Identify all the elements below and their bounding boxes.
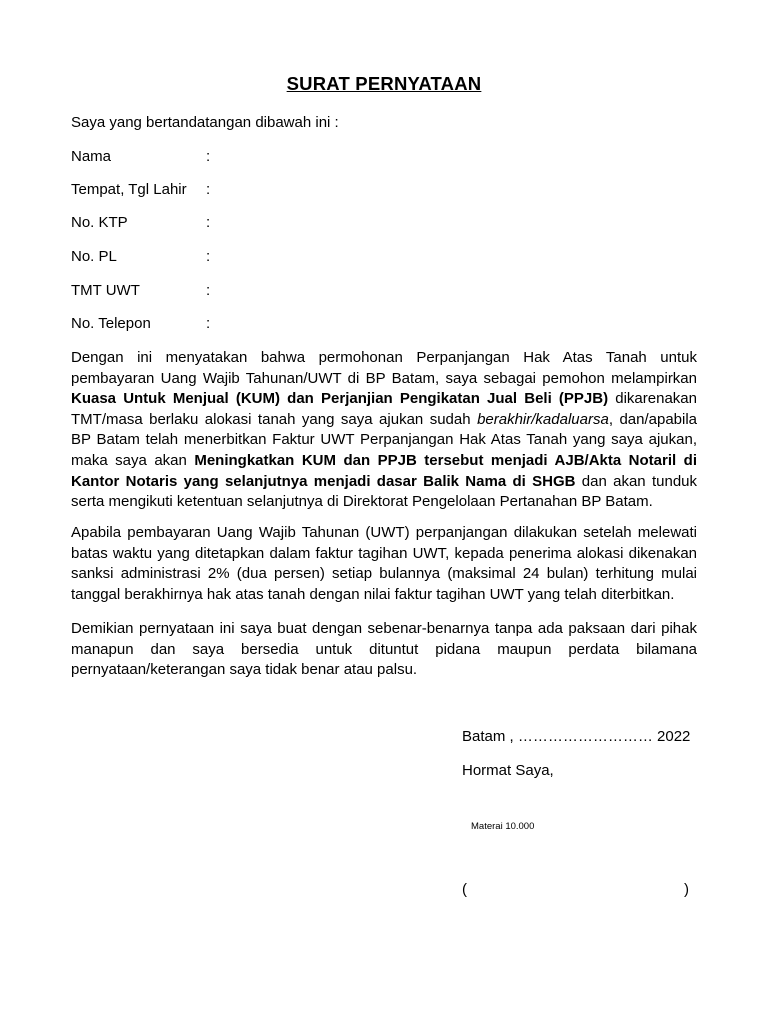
stamp-duty-note: Materai 10.000 (471, 821, 535, 832)
statement-paragraph-2: Apabila pembayaran Uang Wajib Tahunan (UWT) perpanjangan dilakukan setelah melewati batas waktu yang ditetapkan dalam faktur tagihan UWT, kepada penerima alokasi dikenakan sanksi administrasi 2% (dua persen) setiap bulannya (maksimal 24 bulan) terhitung mulai tanggal berakhirnya hak atas tanah dengan nilai faktur tagihan UWT yang telah diterbitkan. (71, 524, 697, 603)
field-nama (71, 148, 371, 168)
field-tempat-tgl-lahir (71, 181, 371, 201)
paragraph-text: dan akan tunduk serta mengikuti ketentuan selanjutnya di Direktorat Pengelolaan Pertanahan BP Batam. (71, 472, 697, 511)
signature-bracket-close: ) (684, 881, 689, 898)
paragraph-text: Dengan ini menyatakan bahwa permohonan Perpanjangan Hak Atas Tanah untuk pembayaran Uang Wajib Tahunan/UWT di BP Batam, saya sebagai pemohon melampirkan (71, 349, 697, 387)
field-no-pl (71, 248, 371, 268)
field-colon: : (206, 148, 211, 165)
field-no-telepon (71, 315, 371, 335)
field-colon: : (206, 181, 211, 198)
statement-paragraph-3: Demikian pernyataan ini saya buat dengan sebenar-benarnya tanpa ada paksaan dari pihak manapun dan saya bersedia untuk dituntut pidana maupun perdata bilamana pernyataan/keterangan saya tidak benar atau palsu. (71, 620, 697, 679)
paragraph-italic-text: berakhir/kadaluarsa (477, 410, 609, 428)
field-colon: : (206, 214, 211, 231)
field-label: No. KTP (71, 214, 128, 231)
field-label: Nama (71, 148, 112, 165)
field-no-ktp (71, 214, 371, 234)
intro-text: Saya yang bertandatangan dibawah ini : (71, 114, 339, 131)
paragraph-text: , dan/apabila BP Batam telah menerbitkan Faktur UWT Perpanjangan Hak Atas Tanah yang saya ajukan, maka saya akan (71, 410, 698, 469)
paragraph-bold-text: Meningkatkan KUM dan PPJB tersebut menjadi AJB/Akta Notaril di Kantor Notaris yang selanjutnya menjadi dasar Balik Nama di SHGB (71, 451, 697, 490)
field-colon: : (206, 282, 211, 299)
signature-bracket-open: ( (462, 881, 467, 898)
closing-salutation: Hormat Saya, (462, 762, 554, 779)
place-date-line: Batam , ……………………… 2022 (462, 728, 691, 745)
field-label: No. PL (71, 248, 117, 265)
field-colon: : (206, 315, 211, 332)
field-label: TMT UWT (71, 282, 140, 299)
paragraph-bold-text: Kuasa Untuk Menjual (KUM) dan Perjanjian Pengikatan Jual Beli (PPJB) (71, 390, 609, 408)
field-label: No. Telepon (71, 315, 151, 332)
statement-paragraph-1 (71, 348, 697, 513)
field-colon: : (206, 248, 211, 265)
field-tmt-uwt (71, 282, 371, 302)
document-title: SURAT PERNYATAAN (286, 73, 482, 94)
paragraph-text: dikarenakan TMT/masa berlaku alokasi tanah yang saya ajukan sudah (71, 390, 697, 428)
field-label: Tempat, Tgl Lahir (71, 181, 187, 198)
